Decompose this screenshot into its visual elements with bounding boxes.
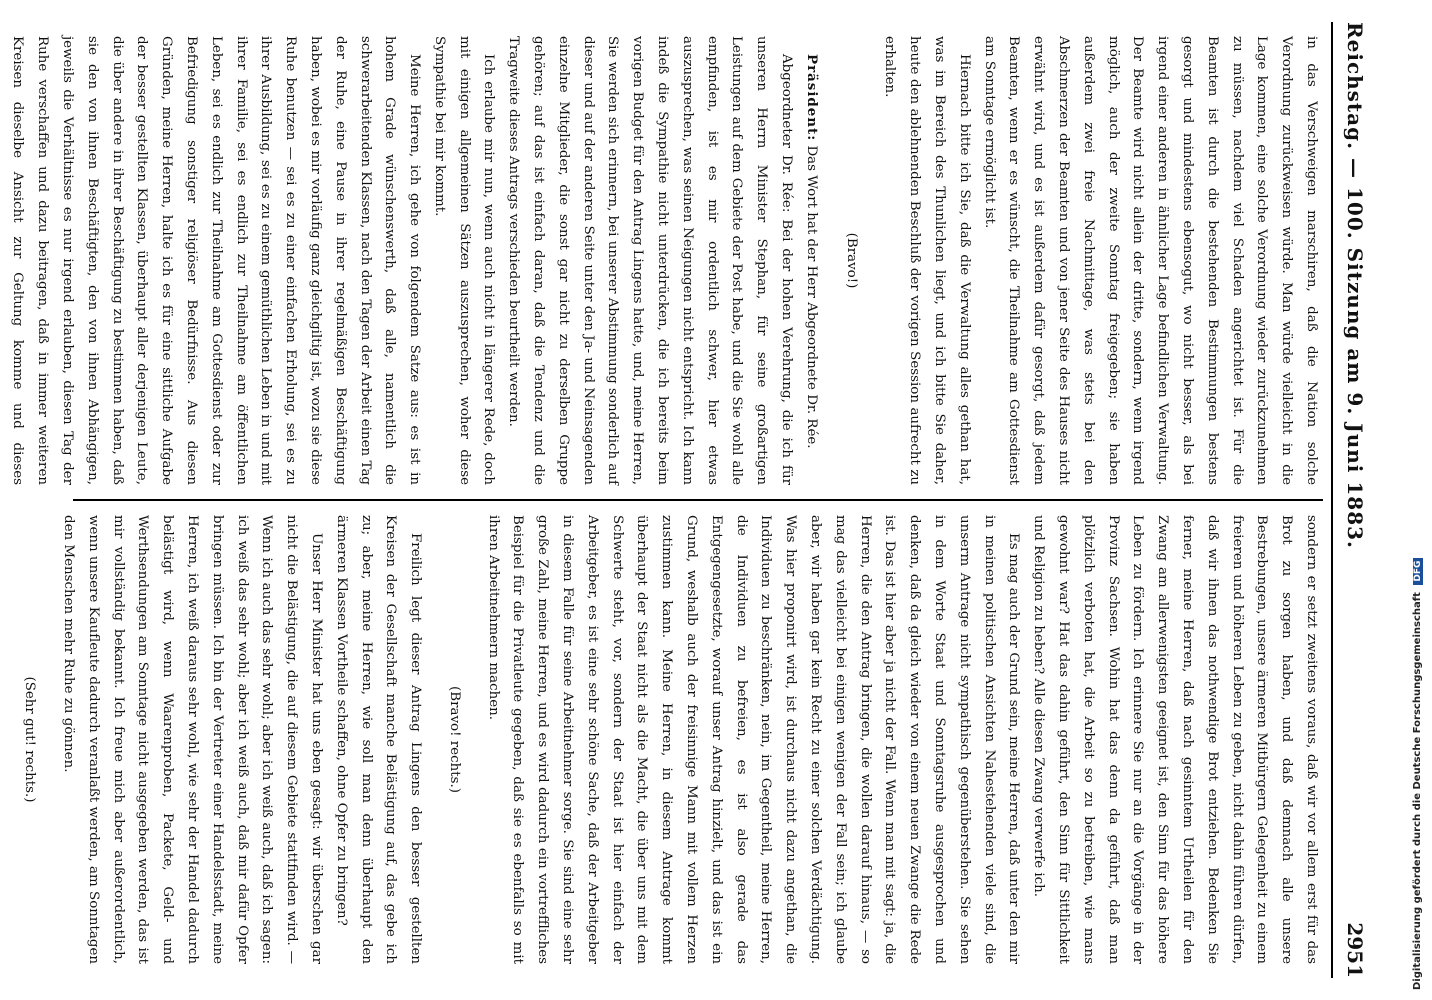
interjection: (Sehr gut! rechts.) bbox=[22, 676, 38, 803]
interjection: (Bravo!) bbox=[843, 232, 859, 289]
dfg-logo: DFG bbox=[1413, 558, 1423, 585]
paragraph: Freilich legt dieser Antrag Lingens den besser gestellten Kreisen der Gesellschaft manche Belästigung auf, das gebe ich zu; aber, meine Herren, wie soll man denn überhaupt den ärmeren Klassen Vortheile schaffen, ohne Opfer zu bringen? bbox=[333, 515, 424, 964]
paragraph: Ich erlaube mir nun, wenn auch nicht in längerer Rede, doch mit einigen allgemeinen Sätzen auszusprechen, woher diese Sympathie bei mir kommt. bbox=[431, 36, 497, 485]
digitization-sidebar bbox=[1408, 0, 1432, 1000]
paragraph: Hiernach bitte ich Sie, daß die Verwaltung alles gethan hat, was im Bereich des Thunlichen liegt, und ich bitte Sie daher, heute den ablehnenden Beschluß der vorigen Session aufrecht zu erhalten. bbox=[882, 36, 972, 485]
paragraph: Meine Herren, ich gehe von folgendem Satze aus: es ist in hohem Grade wünschenswerth, daß alle, namentlich die schwerarbeitenden Klassen, nach den Tagen der Arbeit einen Tag der Ruhe, eine Pause in ihrer regelmäßigen Beschäftigung haben, wobei es mir vorläufig ganz gleichgiltig ist, wozu sie diese Ruhe benutzen — sei es zu einer einfachen Erholung, sei es zu ihrer Ausbildung, sei es zu einem gemüthlichen Leben in und mit ihrer Familie, sei es endlich zur Theilnahme am öffentlichen Leben, sei es endlich zur Theilnahme am Gottesdienst oder zur Befriedigung sonstiger religiöser Bedürfnisse. Aus diesen Gründen, meine Herren, halte ich es für eine sittliche Aufgabe der besser gestellten Klassen, überhaupt aller derjenigen Leute, die über andere in ihrer Beschäftigung zu bestimmen haben, daß sie den von ihnen Beschäftigten, den von ihnen Abhängigen, jeweils die Verhältnisse es nur irgend erlauben, diesen Tag der Ruhe verschaffen und dazu beitragen, daß in immer weiteren Kreisen dieselbe Ansicht zur Geltung komme und dieses bbox=[10, 36, 423, 485]
page-title: Reichstag. — 100. Sitzung am 9. Juni 1883. bbox=[1343, 22, 1367, 549]
digitization-credit bbox=[1412, 10, 1423, 990]
paragraph: sondern er setzt zweitens voraus, daß wir vor allem erst für das Brot zu sorgen haben, und daß demnach alle unsere Bestrebungen, unsere ärmeren Mitbürgern Gelegenheit zu einem freieren und höheren Leben zu geben, nicht dahin führen dürfen, daß wir ihnen das nothwendige Brot entziehen. Bedenken Sie ferner, meine Herren, daß nach gesinntem Urtheilen für den Zwang am allerwenigsten geeignet ist, den Sinn für das höhere Leben zu fördern. Ich erinnere Sie nur an die Vorgänge in der Provinz Sachsen. Wohin hat das denn da geführt, daß man plötzlich verboten hat, die Arbeit so zu betreiben, wie mans gewohnt war? Hat das dahin geführt, den Sinn für Sittlichkeit und Religion zu heben? Alle diesen Zwang verwerfe ich. bbox=[1031, 515, 1319, 964]
paragraph: Präsident: Das Wort hat der Herr Abgeordnete Dr. Rée. bbox=[803, 54, 820, 449]
text-columns bbox=[10, 22, 1323, 978]
paragraph: Es mag auch der Grund sein, meine Herren, daß unter den mir in meinen politischen Ansichten Nahestehenden viele sind, die unserm Antrage nicht sympathisch gegenüberstehen. Sie sehen in dem Worte Staat und Sonntagsruhe ausgesprochen und denken, daß da gleich wieder von einem neuen Zwange die Rede ist. Das ist hier aber ja nicht der Fall. Wenn man mit sagt: ja, die Herren, die den Antrag bringen, die wollen darauf hinaus, — so mag das vielleicht bei einigen wenigen der Fall sein; ich glaube aber, wir haben gar kein Recht zu einer solchen Verdächtigung. Was hier proponirt wird, ist durchaus nicht dazu angethan, die Individuen zu beschränken, nein, im Gegentheil, meine Herren, die Individuen zu befreien, es ist also gerade das Entgegengesetzte, worauf unser Antrag hinzielt, und das ist ein Grund, weshalb auch der freisinnige Mann mit vollem Herzen zustimmen kann. Meine Herren, in diesem Antrage kommt überhaupt der Staat nicht als die Macht, die über uns mit dem Schwerte steht, vor, sondern der Staat ist hier einfach der Arbeitgeber, es ist eine sehr schöne Sache, daß der Arbeitgeber in diesem Falle für seine Arbeitnehmer sorge. Sie sind eine sehr große Zahl, meine Herren, und es wird dadurch ein vortreffliches Beispiel für die Privatleute gegeben, daß sie es ebenfalls so mit ihren Arbeitnehmern machen. bbox=[485, 515, 1022, 964]
column-left bbox=[10, 22, 1323, 499]
paragraph: Abgeordneter Dr. Rée: Bei der hohen Verehrung, die ich für unseren Herrn Minister Stephan, für seine großartigen Leistungen auf dem Gebiete der Post habe, und die Sie wohl alle empfinden, ist es mir ordentlich schwer, hier etwas auszusprechen, was seinen Neigungen nicht entspricht. Ich kann indeß die Sympathie nicht unterdrücken, die ich bereits beim vorigen Budget für den Antrag Lingens hatte, und, meine Herren, Sie werden sich erinnern, bei unserer Abstimmung sonderlich auf dieser und auf der anderen Seite unter den Ja- und Neinsagenden einzelne Mitglieder, die sonst gar nicht zu derselben Gruppe gehören; auf das ist einfach daran, daß die Tendenz und die Tragweite dieses Antrags verschieden beurtheilt werden. bbox=[506, 36, 795, 485]
page-header bbox=[1331, 22, 1367, 978]
interjection: (Bravo! rechts.) bbox=[446, 686, 462, 793]
page-number: 2951 bbox=[1343, 922, 1367, 978]
paragraph: Unser Herr Minister hat uns eben gesagt: wir überschen gar nicht die Belästigung, die auf diesem Gebiete stattfinden wird. — Wenn ich auch das sehr wohl; aber ich weiß auch, daß ich sagen: ich weiß das sehr wohl; aber ich weiß auch, daß mir dafür Opfer bringen müssen. Ich bin der Vertreter einer Handelsstadt, meine Herren, ich weiß daraus sehr wohl, wie sehr der Handel dadurch belästigt wird, wenn Waarenproben, Packete, Geld- und Werthsendungen am Sonntage nicht ausgegeben werden, das ist mir vollständig bekannt. Ich freue mich aber außerordentlich, wenn unsere Kaufleute dadurch veranlaßt werden, am Sonntagen den Menschen mehr Ruhe zu gönnen. bbox=[60, 515, 324, 964]
rotated-page bbox=[10, 10, 1381, 990]
speaker-label: Präsident: bbox=[803, 54, 820, 142]
paragraph: in das Verschweigen marschiren, daß die Nation solche Verordnung zurückweisen würde. Man würde vielleicht in die Lage kommen, eine solche Verordnung wieder zurückzunehmen zu müssen, nachdem viel Schaden angerichtet ist. Für die Beamten ist durch die bestehenden Bestimmungen bestens gesorgt und mindestens ebensogut, wo nicht besser, als bei irgend einer anderen in ähnlicher Lage befindlichen Verwaltung. Der Beamte wird nicht allein der dritte, sondern, wenn irgend möglich, auch der zweite Sonntag freigegeben; sie haben außerdem zwei freie Nachmittage, was stets bei den Abschmerzen der Beamten und von jener Seite des Hauses nicht erwähnt wird, und es ist außerdem dafür gesorgt, daß jedem Beamten, wenn er es wünscht, die Theilnahme am Gottesdienst am Sonntage ermöglicht ist. bbox=[981, 36, 1319, 485]
column-right bbox=[22, 501, 1323, 978]
credit-text: Digitalisierung gefördert durch die Deutsche Forschungsgemeinschaft bbox=[1412, 592, 1423, 990]
paragraph bbox=[0, 515, 2, 964]
